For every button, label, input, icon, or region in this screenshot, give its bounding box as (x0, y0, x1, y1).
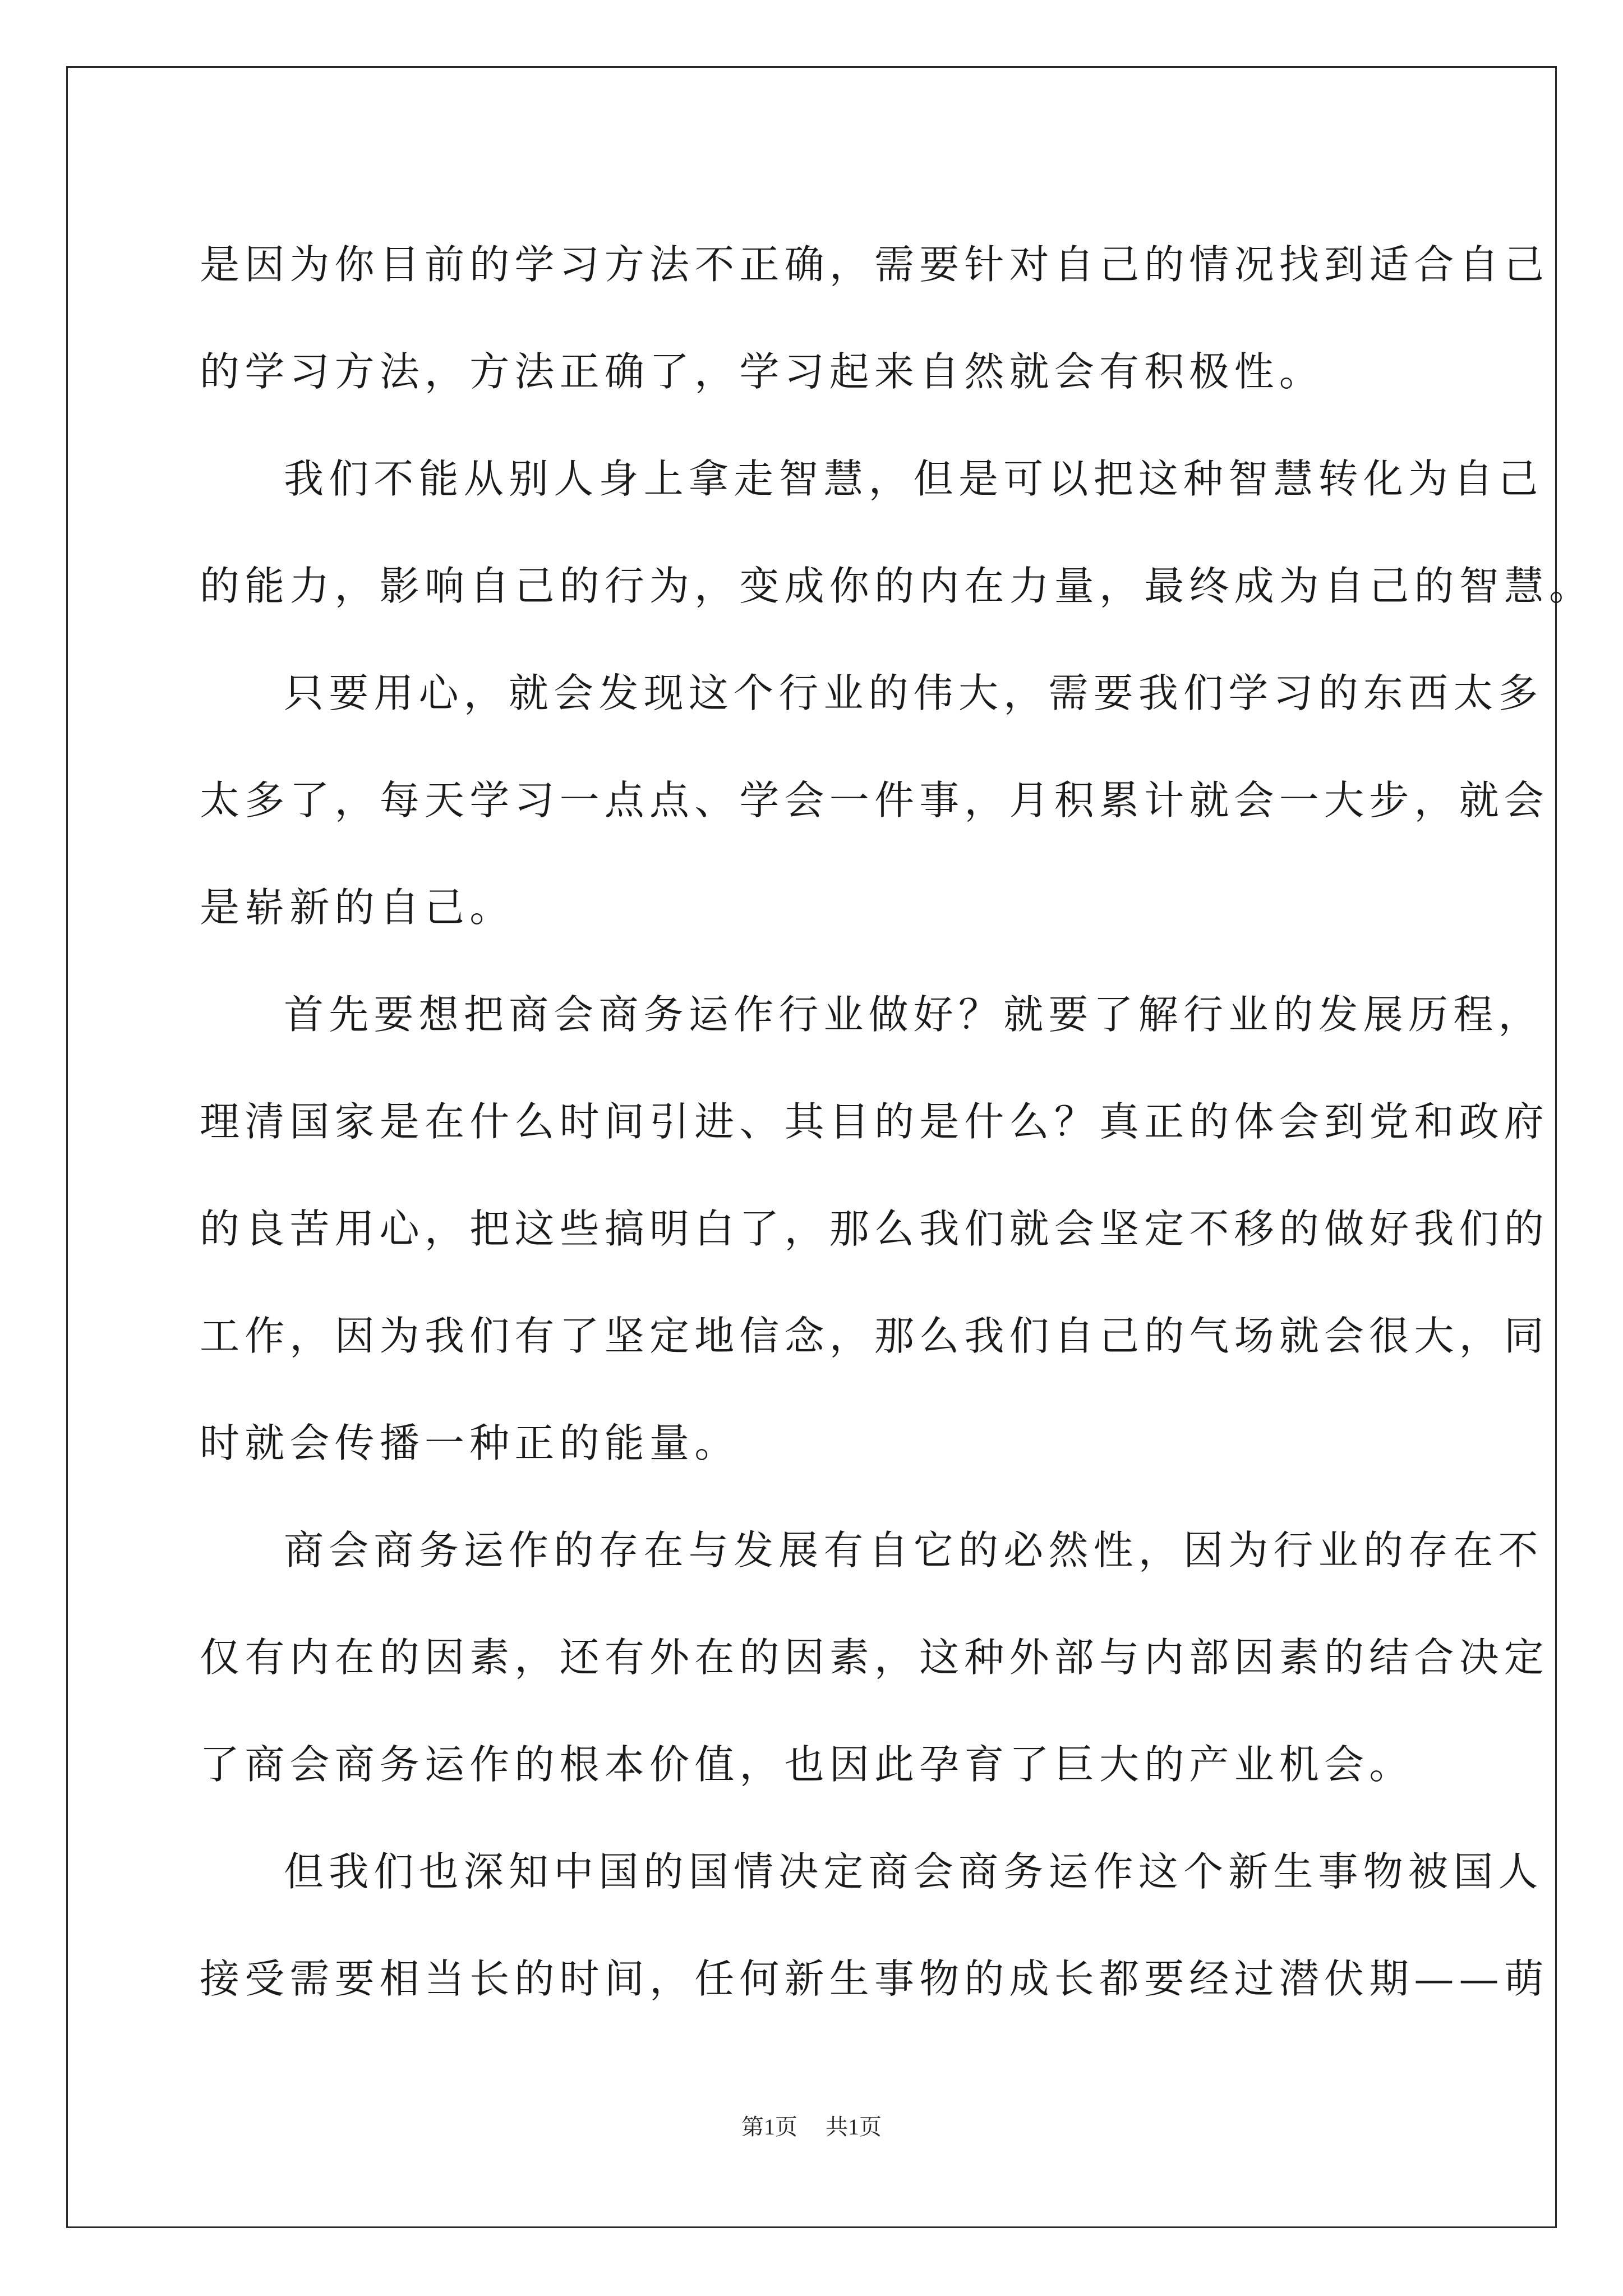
page-count: 共1页 (826, 2114, 882, 2139)
text-line: 接受需要相当长的时间，任何新生事物的成长都要经过潜伏期——萌 (200, 1955, 1550, 2002)
text-line: 是崭新的自己。 (200, 884, 515, 931)
text-line: 时就会传播一种正的能量。 (200, 1419, 740, 1466)
text-line: 的能力，影响自己的行为，变成你的内在力量，最终成为自己的智慧。 (200, 562, 1594, 609)
text-line: 太多了，每天学习一点点、学会一件事，月积累计就会一大步，就会 (200, 776, 1550, 823)
text-line: 首先要想把商会商务运作行业做好？就要了解行业的发展历程， (284, 991, 1543, 1038)
text-line: 的学习方法，方法正确了，学习起来自然就会有积极性。 (200, 348, 1325, 395)
text-line: 的良苦用心，把这些搞明白了，那么我们就会坚定不移的做好我们的 (200, 1205, 1550, 1252)
text-line: 只要用心，就会发现这个行业的伟大，需要我们学习的东西太多 (284, 669, 1543, 716)
text-line: 是因为你目前的学习方法不正确，需要针对自己的情况找到适合自己 (200, 241, 1550, 288)
text-line: 了商会商务运作的根本价值，也因此孕育了巨大的产业机会。 (200, 1741, 1414, 1788)
page-number: 第1页 (741, 2114, 797, 2139)
text-line: 理清国家是在什么时间引进、其目的是什么？真正的体会到党和政府 (200, 1098, 1550, 1145)
text-line: 工作，因为我们有了坚定地信念，那么我们自己的气场就会很大，同 (200, 1312, 1550, 1359)
text-line: 我们不能从别人身上拿走智慧，但是可以把这种智慧转化为自己 (284, 455, 1543, 502)
page-footer (0, 2109, 1623, 2141)
text-line: 仅有内在的因素，还有外在的因素，这种外部与内部因素的结合决定 (200, 1634, 1550, 1681)
document-body (200, 208, 1594, 2029)
text-line: 但我们也深知中国的国情决定商会商务运作这个新生事物被国人 (284, 1848, 1543, 1895)
text-line: 商会商务运作的存在与发展有自它的必然性，因为行业的存在不 (284, 1526, 1543, 1573)
